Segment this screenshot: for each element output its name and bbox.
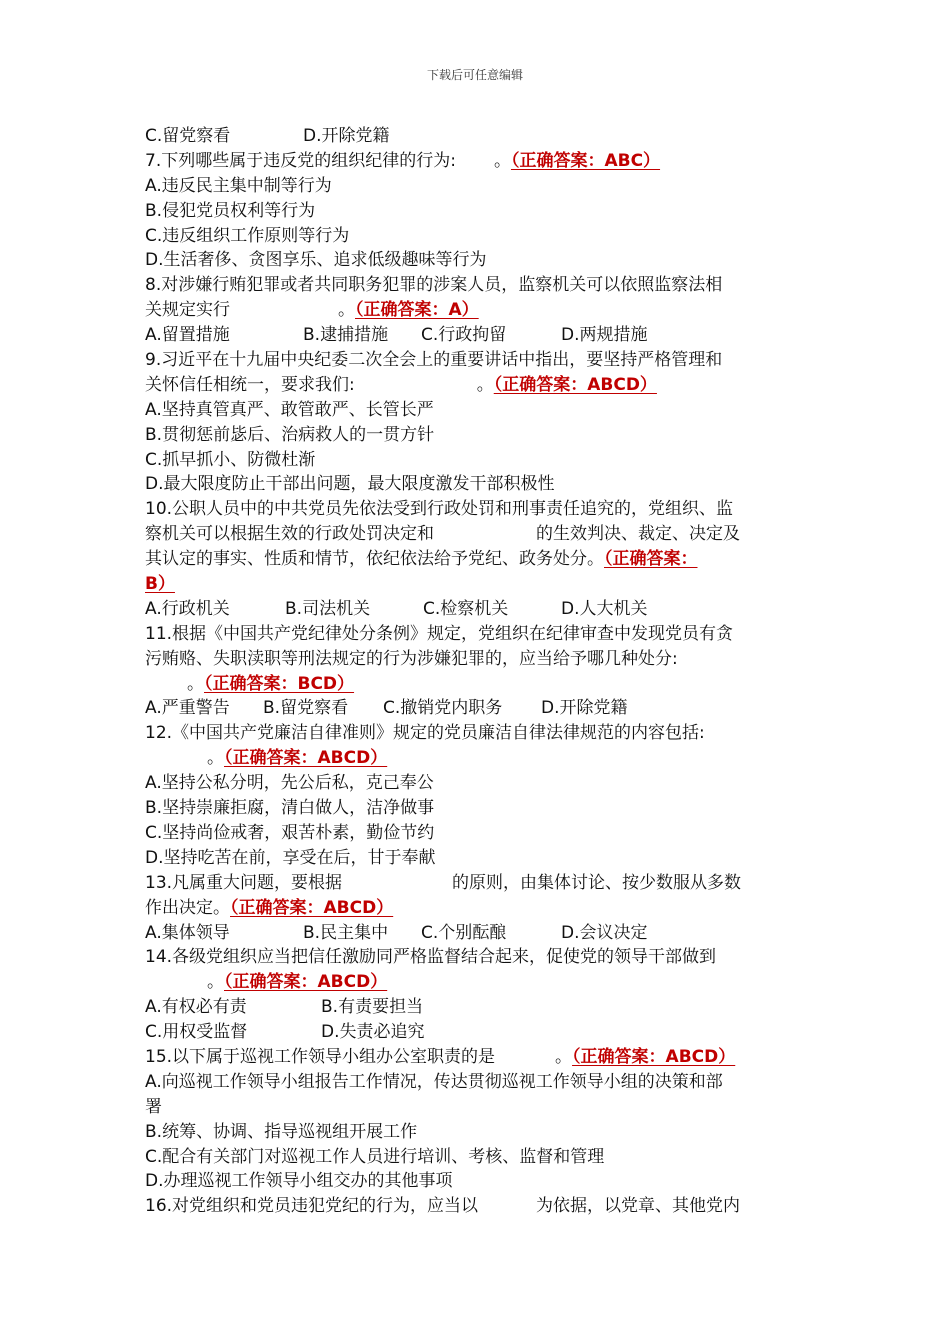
- text-line: [145, 124, 810, 149]
- text-segment: A.坚持公私分明，先公后私，克己奉公: [145, 773, 434, 794]
- text-segment: D.办理巡视工作领导小组交办的其他事项: [145, 1171, 453, 1192]
- text-segment: 污贿赂、失职渎职等刑法规定的行为涉嫌犯罪的，应当给予哪几种处分:: [145, 648, 678, 669]
- text-segment: A.集体领导: [145, 922, 230, 943]
- text-segment: B.统筹、协调、指导巡视组开展工作: [145, 1121, 418, 1142]
- text-segment: D.失责必追究: [321, 1022, 425, 1043]
- text-segment: B.有责要担当: [321, 997, 424, 1018]
- text-segment: C.抓早抓小、防微杜渐: [145, 449, 316, 470]
- text-line: [145, 423, 810, 448]
- text-line: [145, 1070, 810, 1095]
- text-segment: C.行政拘留: [421, 325, 507, 346]
- page-header: 下载后可任意编辑: [426, 68, 523, 82]
- text-segment: A.违反民主集中制等行为: [145, 175, 332, 196]
- text-segment: 10.公职人员中的中共党员先依法受到行政处罚和刑事责任追究的，党组织、监: [145, 499, 734, 520]
- correct-answer: （正确答案：A）: [355, 300, 479, 321]
- correct-answer: （正确答案：ABCD）: [493, 374, 657, 395]
- text-segment: C.坚持尚俭戒奢，艰苦朴素，勤俭节约: [145, 822, 435, 843]
- text-segment: 9.习近平在十九届中央纪委二次全会上的重要讲话中指出，要坚持严格管理和: [145, 350, 723, 371]
- text-segment: D.最大限度防止干部出问题，最大限度激发干部积极性: [145, 474, 555, 495]
- text-line: [145, 497, 810, 522]
- text-line: [145, 970, 810, 995]
- correct-answer: （正确答案：ABCD）: [224, 748, 388, 769]
- text-segment: 。: [187, 673, 204, 694]
- text-segment: 11.根据《中国共产党纪律处分条例》规定，党组织在纪律审查中发现党员有贪: [145, 623, 734, 644]
- text-segment: 14.各级党组织应当把信任激励同严格监督结合起来，促使党的领导干部做到: [145, 947, 717, 968]
- text-segment: 署: [145, 1096, 162, 1117]
- text-segment: D.开除党籍: [303, 126, 390, 146]
- text-line: [145, 149, 810, 174]
- text-segment: C.检察机关: [423, 598, 509, 619]
- text-line: [145, 721, 810, 746]
- text-line: [145, 921, 810, 946]
- text-segment: A.有权必有责: [145, 997, 247, 1018]
- text-segment: B.贯彻惩前毖后、治病救人的一贯方针: [145, 424, 435, 445]
- text-segment: 。: [338, 300, 355, 321]
- text-line: [145, 672, 810, 697]
- correct-answer: B）: [145, 574, 175, 595]
- text-segment: 8.对涉嫌行贿犯罪或者共同职务犯罪的涉案人员，监察机关可以依照监察法相: [145, 275, 723, 296]
- text-segment: 为依据，以党章、其他党内: [536, 1196, 741, 1217]
- text-segment: C.用权受监督: [145, 1022, 248, 1043]
- text-segment: 。: [493, 150, 511, 171]
- text-line: [145, 647, 810, 672]
- correct-answer: （正确答案：ABCD）: [572, 1046, 736, 1067]
- text-segment: B.侵犯党员权利等行为: [145, 200, 316, 221]
- text-line: [145, 398, 810, 423]
- correct-answer: （正确答案：ABCD）: [224, 972, 388, 993]
- text-line: [145, 373, 810, 398]
- text-segment: A.严重警告: [145, 698, 230, 719]
- text-segment: 13.凡属重大问题，要根据: [145, 872, 343, 893]
- text-segment: B.逮捕措施: [303, 325, 389, 346]
- text-segment: 。: [555, 1046, 573, 1067]
- text-line: [145, 846, 810, 871]
- text-segment: 其认定的事实、性质和情节，依纪依法给予党纪、政务处分。: [145, 549, 604, 570]
- text-segment: B.民主集中: [303, 922, 389, 943]
- text-line: [145, 472, 810, 497]
- text-segment: D.两规措施: [561, 325, 648, 346]
- text-line: [145, 796, 810, 821]
- text-line: [145, 298, 810, 323]
- text-segment: C.违反组织工作原则等行为: [145, 225, 350, 246]
- text-segment: B.坚持崇廉拒腐，清白做人，洁净做事: [145, 798, 435, 819]
- text-line: [145, 1120, 810, 1145]
- text-segment: C.个别酝酿: [421, 922, 507, 943]
- correct-answer: （正确答案：BCD）: [204, 673, 355, 694]
- text-segment: C.配合有关部门对巡视工作人员进行培训、考核、监督和管理: [145, 1146, 605, 1167]
- text-segment: D.会议决定: [561, 922, 648, 943]
- document-body: [145, 124, 810, 1219]
- text-line: [145, 547, 810, 572]
- correct-answer: （正确答案：: [604, 549, 698, 570]
- correct-answer: （正确答案：ABCD）: [230, 897, 394, 918]
- text-segment: 关规定实行: [145, 300, 230, 321]
- text-segment: D.人大机关: [561, 598, 648, 619]
- text-segment: A.留置措施: [145, 325, 230, 346]
- text-segment: 15.以下属于巡视工作领导小组办公室职责的是: [145, 1046, 496, 1067]
- text-line: [145, 622, 810, 647]
- text-line: [145, 273, 810, 298]
- text-line: [145, 821, 810, 846]
- text-line: [145, 1169, 810, 1194]
- text-line: [145, 199, 810, 224]
- text-line: [145, 248, 810, 273]
- text-segment: 的生效判决、裁定、决定及: [536, 524, 740, 545]
- text-line: [145, 746, 810, 771]
- text-line: [145, 1020, 810, 1045]
- text-segment: C.留党察看: [145, 126, 231, 146]
- text-line: [145, 597, 810, 622]
- text-line: [145, 995, 810, 1020]
- text-segment: 的原则，由集体讨论、按少数服从多数: [452, 872, 742, 893]
- text-segment: A.向巡视工作领导小组报告工作情况，传达贯彻巡视工作领导小组的决策和部: [145, 1071, 723, 1092]
- text-segment: D.坚持吃苦在前，享受在后，甘于奉献: [145, 847, 436, 868]
- text-line: [145, 945, 810, 970]
- text-line: [145, 572, 810, 597]
- text-segment: 7.下列哪些属于违反党的组织纪律的行为:: [145, 150, 456, 171]
- text-segment: 。: [476, 374, 494, 395]
- text-line: [145, 323, 810, 348]
- text-line: [145, 1095, 810, 1120]
- text-segment: 16.对党组织和党员违犯党纪的行为，应当以: [145, 1196, 479, 1217]
- text-line: [145, 1194, 810, 1219]
- text-segment: 12.《中国共产党廉洁自律准则》规定的党员廉洁自律法律规范的内容包括:: [145, 723, 705, 744]
- text-line: [145, 224, 810, 249]
- text-segment: B.留党察看: [263, 698, 349, 719]
- text-segment: B.司法机关: [285, 598, 371, 619]
- text-segment: 作出决定。: [145, 897, 230, 918]
- correct-answer: （正确答案：ABC）: [510, 150, 661, 171]
- text-line: [145, 174, 810, 199]
- text-segment: D.生活奢侈、贪图享乐、追求低级趣味等行为: [145, 250, 487, 271]
- text-segment: 。: [207, 972, 224, 993]
- text-line: [145, 1145, 810, 1170]
- text-segment: A.坚持真管真严、敢管敢严、长管长严: [145, 399, 434, 420]
- text-line: [145, 1045, 810, 1070]
- text-line: [145, 448, 810, 473]
- text-line: [145, 348, 810, 373]
- text-line: [145, 871, 810, 896]
- text-line: [145, 771, 810, 796]
- text-line: [145, 696, 810, 721]
- text-segment: 关怀信任相统一，要求我们:: [145, 374, 355, 395]
- text-segment: 。: [207, 748, 224, 769]
- text-segment: A.行政机关: [145, 598, 230, 619]
- text-line: [145, 522, 810, 547]
- text-segment: D.开除党籍: [541, 698, 628, 719]
- text-segment: C.撤销党内职务: [383, 698, 503, 719]
- text-line: [145, 896, 810, 921]
- text-segment: 察机关可以根据生效的行政处罚决定和: [145, 524, 434, 545]
